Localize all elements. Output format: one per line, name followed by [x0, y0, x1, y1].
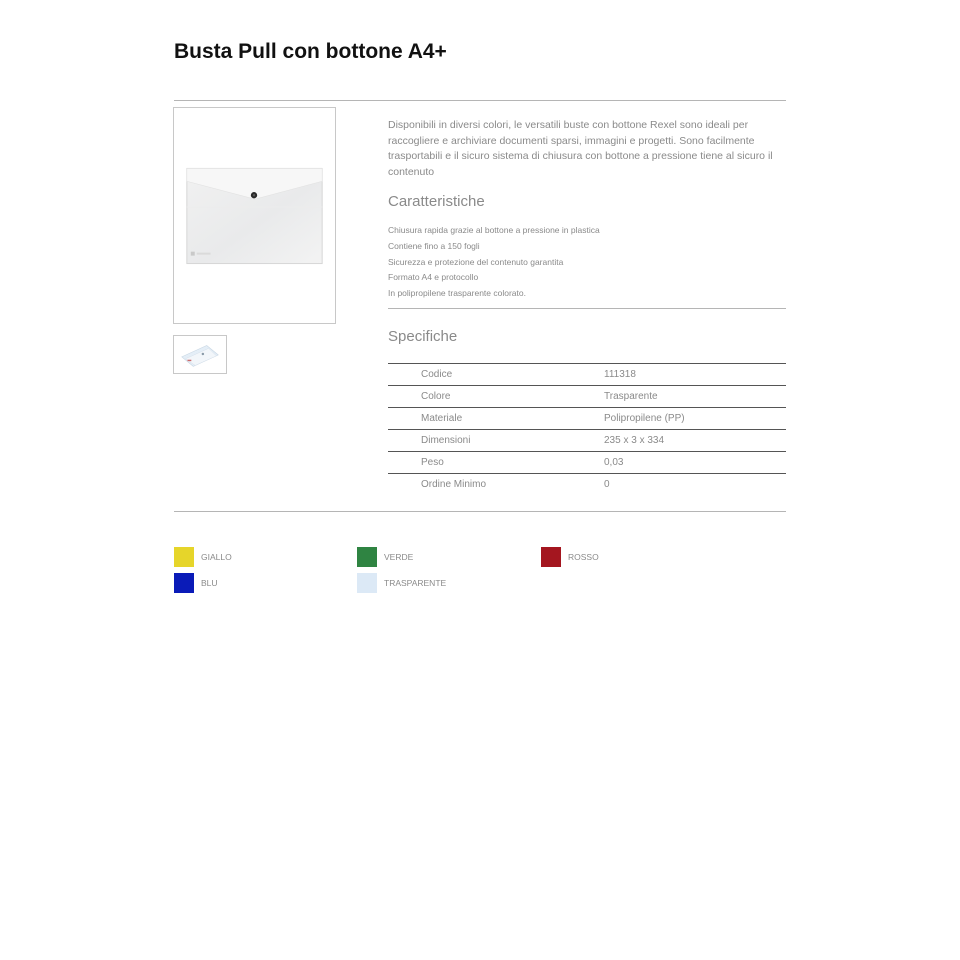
- spec-label-code: Codice: [388, 364, 604, 386]
- spec-value-weight: 0,03: [604, 452, 786, 474]
- table-row: [388, 452, 786, 474]
- specs-heading: Specifiche: [388, 328, 458, 345]
- spec-value-min-order: 0: [604, 474, 786, 496]
- page-title: Busta Pull con bottone A4+: [174, 40, 447, 63]
- spec-value-color: Trasparente: [604, 386, 786, 408]
- feature-item: Chiusura rapida grazie al bottone a pressione in plastica: [388, 225, 600, 235]
- color-swatch-verde[interactable]: [357, 547, 377, 567]
- color-option-giallo[interactable]: [174, 547, 232, 567]
- product-description: Disponibili in diversi colori, le versatili buste con bottone Rexel sono ideali per raccogliere e archiviare documenti sparsi, immagini e progetti. Sono facilmente trasportabili e il sicuro sistema di chiusura con bottone a pressione tiene al sicuro il contenuto: [388, 119, 773, 178]
- color-label-trasparente: TRASPARENTE: [384, 578, 447, 588]
- color-swatch-giallo[interactable]: [174, 547, 194, 567]
- color-label-rosso: ROSSO: [568, 552, 599, 562]
- features-list: [388, 223, 600, 302]
- table-row: [388, 364, 786, 386]
- feature-item: In polipropilene trasparente colorato.: [388, 288, 526, 299]
- color-option-verde[interactable]: [357, 547, 413, 567]
- specs-table: [388, 363, 786, 495]
- folder-thumbnail-image: [174, 336, 226, 373]
- spec-label-weight: Peso: [388, 452, 604, 474]
- table-row: [388, 430, 786, 452]
- spec-label-color: Colore: [388, 386, 604, 408]
- color-label-giallo: GIALLO: [201, 552, 232, 562]
- table-row: [388, 474, 786, 496]
- color-option-rosso[interactable]: [541, 547, 599, 567]
- spec-value-dimensions: 235 x 3 x 334: [604, 430, 786, 452]
- spec-label-min-order: Ordine Minimo: [388, 474, 604, 496]
- features-divider: [388, 308, 786, 309]
- top-divider: [174, 100, 786, 101]
- spec-label-material: Materiale: [388, 408, 604, 430]
- product-thumbnail[interactable]: [173, 335, 227, 374]
- color-option-blu[interactable]: [174, 573, 218, 593]
- spec-value-code: 111318: [604, 364, 786, 386]
- color-swatch-rosso[interactable]: [541, 547, 561, 567]
- color-swatch-trasparente[interactable]: [357, 573, 377, 593]
- feature-item: Sicurezza e protezione del contenuto garantita: [388, 256, 564, 267]
- feature-item: Formato A4 e protocollo: [388, 272, 479, 283]
- bottom-divider: [174, 511, 786, 512]
- feature-item: Contiene fino a 150 fogli: [388, 240, 480, 251]
- spec-value-material: Polipropilene (PP): [604, 408, 786, 430]
- color-label-verde: VERDE: [384, 552, 414, 562]
- main-product-image[interactable]: [173, 107, 336, 324]
- color-swatch-blu[interactable]: [174, 573, 194, 593]
- transparent-button-folder-image: [174, 108, 335, 323]
- features-heading: Caratteristiche: [388, 193, 485, 210]
- color-option-trasparente[interactable]: [357, 573, 446, 593]
- color-label-blu: BLU: [201, 578, 218, 588]
- table-row: [388, 386, 786, 408]
- table-row: [388, 408, 786, 430]
- spec-label-dimensions: Dimensioni: [388, 430, 604, 452]
